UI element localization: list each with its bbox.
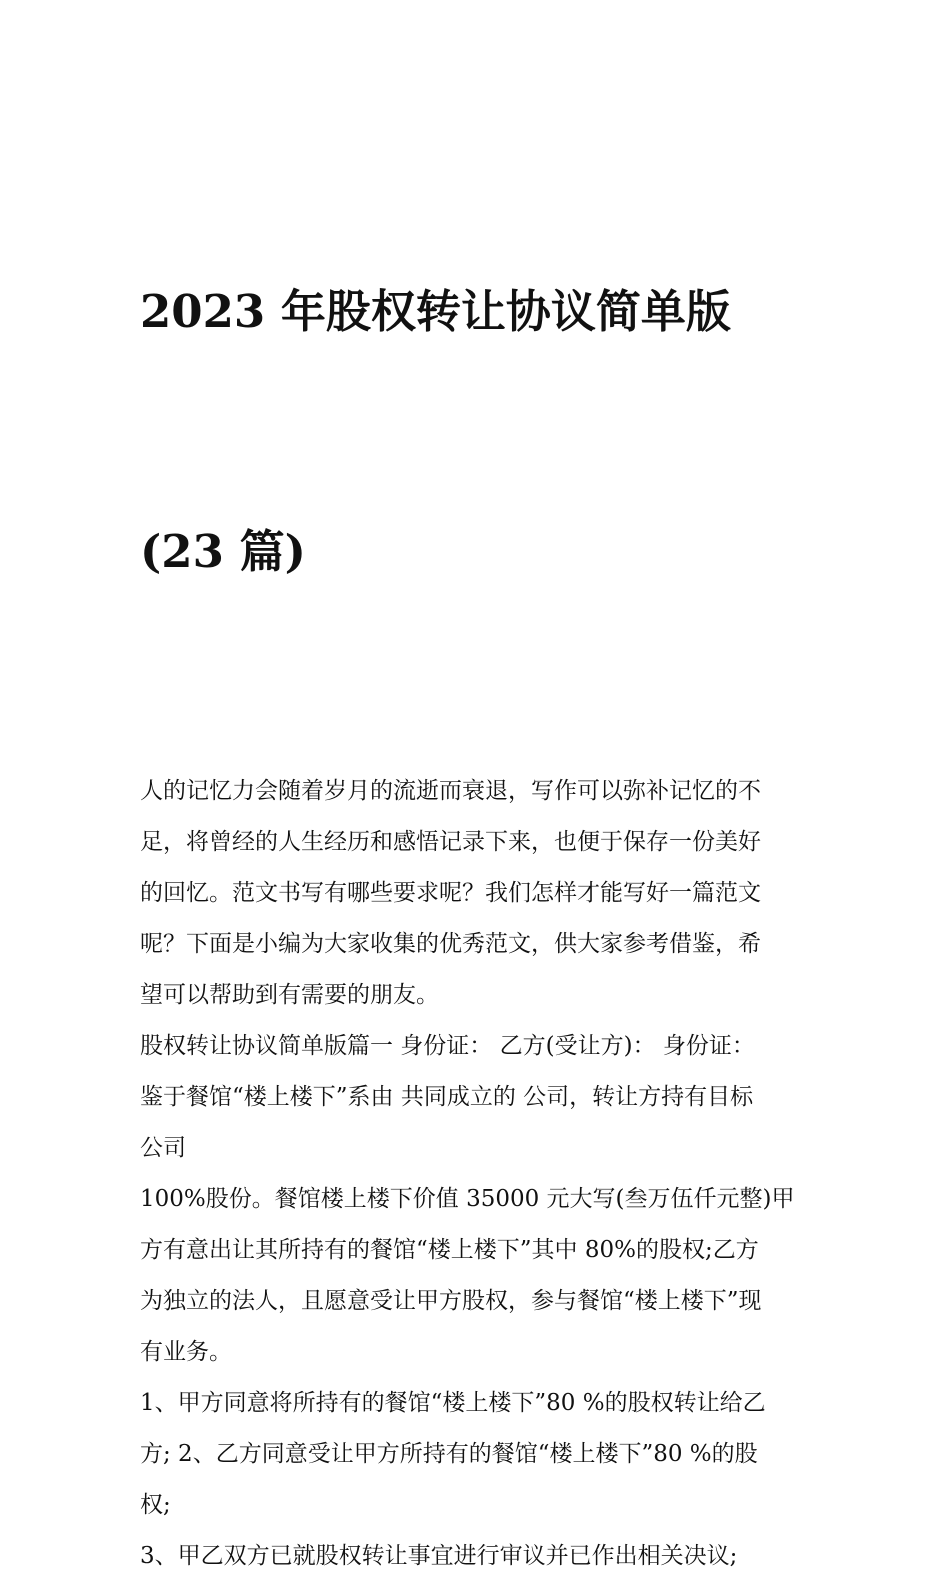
text-line: 望可以帮助到有需要的朋友。 [140, 982, 439, 1008]
text-line: 100%股份。餐馆楼上楼下价值 35000 元大写(叁万伍仟元整)甲 [140, 1186, 795, 1212]
text-line: 人的记忆力会随着岁月的流逝而衰退，写作可以弥补记忆的不 [140, 778, 761, 804]
text-line: 股权转让协议简单版篇一 身份证： 乙方(受让方)： 身份证： [140, 1033, 755, 1059]
document-title [140, 112, 812, 752]
text-line: 方有意出让其所持有的餐馆“楼上楼下”其中 80%的股权;乙方 [140, 1237, 759, 1263]
text-line: 呢？下面是小编为大家收集的优秀范文，供大家参考借鉴，希 [140, 931, 761, 957]
text-line: 方; 2、乙方同意受让甲方所持有的餐馆“楼上楼下”80 %的股 [140, 1441, 758, 1467]
title-line: (23 篇) [140, 525, 306, 578]
text-line: 足，将曾经的人生经历和感悟记录下来，也便于保存一份美好 [140, 829, 761, 855]
clause-paragraph [140, 1531, 812, 1582]
text-line: 1、甲方同意将所持有的餐馆“楼上楼下”80 %的股权转让给乙 [140, 1390, 766, 1416]
text-line: 为独立的法人，且愿意受让甲方股权，参与餐馆“楼上楼下”现 [140, 1288, 762, 1314]
text-line: 3、甲乙双方已就股权转让事宜进行审议并已作出相关决议; [140, 1543, 738, 1569]
text-line: 公司 [140, 1135, 186, 1161]
title-line: 2023 年股权转让协议简单版 [140, 285, 731, 338]
section-paragraph [140, 1174, 812, 1378]
text-line: 鉴于餐馆“楼上楼下”系由 共同成立的 公司，转让方持有目标 [140, 1084, 754, 1110]
intro-paragraph [140, 766, 812, 1021]
clause-paragraph [140, 1378, 812, 1531]
text-line: 权; [140, 1492, 171, 1518]
document-page [140, 112, 812, 1582]
text-line: 的回忆。范文书写有哪些要求呢？我们怎样才能写好一篇范文 [140, 880, 761, 906]
text-line: 有业务。 [140, 1339, 232, 1365]
section-paragraph [140, 1021, 812, 1174]
